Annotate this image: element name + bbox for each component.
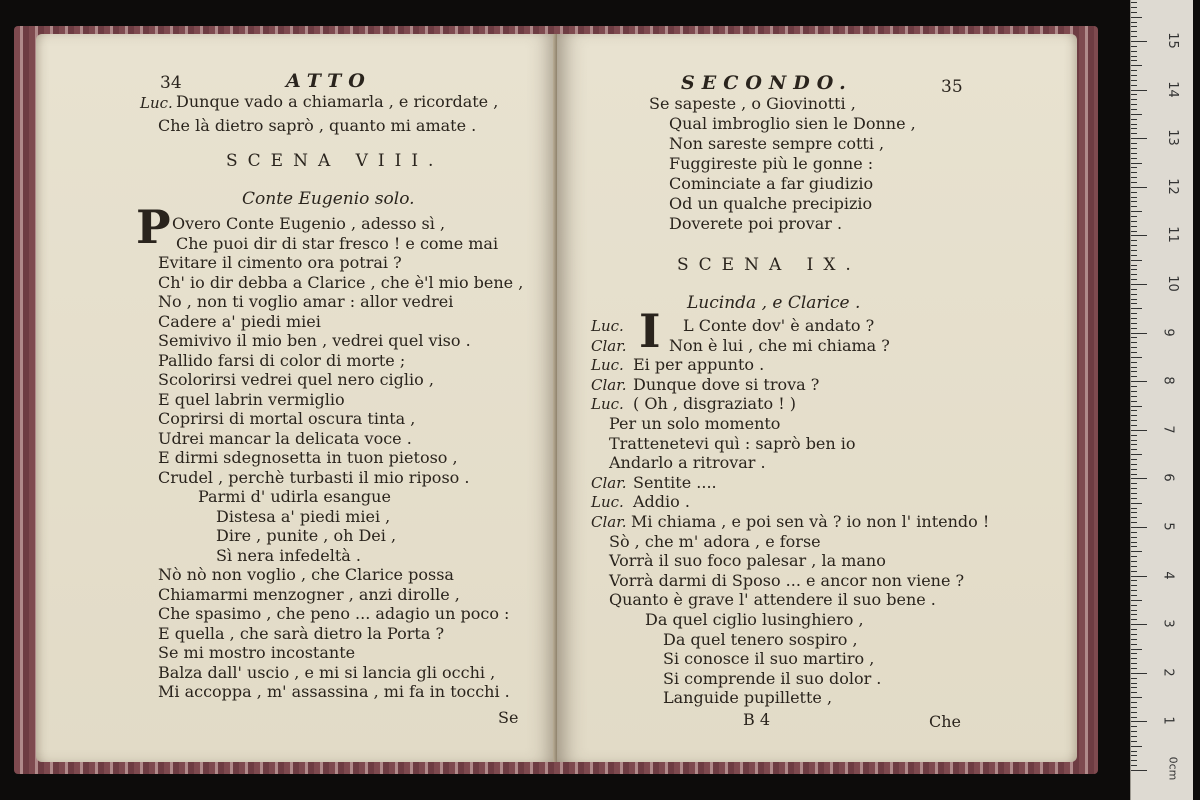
ruler-tick [1131, 765, 1137, 766]
ruler-tick [1131, 99, 1137, 100]
ruler-tick [1131, 391, 1137, 392]
dialogue-line: Si conosce il suo martiro , [663, 649, 875, 669]
verse-line: E dirmi sdegnosetta in tuon pietoso , [158, 448, 458, 467]
ruler-tick [1131, 235, 1147, 236]
ruler-tick [1131, 240, 1137, 241]
verse-line: Cadere a' piedi miei [158, 311, 321, 331]
ruler-tick [1131, 342, 1137, 343]
ruler-tick [1131, 104, 1137, 105]
ruler-tick [1131, 425, 1137, 426]
ruler-tick [1131, 731, 1137, 732]
ruler-tick [1131, 751, 1137, 752]
ruler-tick [1131, 114, 1142, 115]
ruler-tick [1131, 41, 1147, 42]
dialogue-line: L Conte dov' è andato ? [683, 316, 875, 335]
ruler-tick [1131, 551, 1142, 552]
ruler-tick [1131, 653, 1137, 654]
verse-line: Doverete poi provar . [669, 214, 843, 233]
ruler-tick [1131, 94, 1137, 95]
ruler-tick [1131, 138, 1147, 139]
ruler-tick [1131, 401, 1137, 402]
ruler-tick [1131, 167, 1137, 168]
verse-line: Pallido farsi di color di morte ; [158, 350, 406, 370]
verse-line: Che puoi dir di star fresco ! e come mai [176, 233, 499, 253]
ruler-tick [1131, 75, 1137, 76]
ruler-tick [1131, 22, 1137, 23]
ruler-tick [1131, 683, 1137, 684]
ruler-tick [1131, 639, 1137, 640]
ruler-tick [1131, 269, 1137, 270]
ruler-label: 3 [1160, 619, 1176, 628]
ruler-tick [1131, 80, 1137, 81]
ruler-tick [1131, 542, 1137, 543]
ruler-tick [1131, 260, 1142, 261]
ruler-tick [1131, 624, 1147, 625]
ruler-tick [1131, 741, 1137, 742]
ruler-tick [1131, 337, 1137, 338]
ruler-tick [1131, 182, 1137, 183]
scene-heading: SCENA IX. [677, 255, 861, 275]
catchword: Se [498, 708, 519, 727]
dialogue-line: ( Oh , disgraziato ! ) [633, 394, 796, 414]
speaker-label: Clar. [591, 473, 627, 492]
speaker-label: Clar. [591, 513, 627, 531]
ruler-tick [1131, 644, 1137, 645]
dialogue-line: Vorrà il suo foco palesar , la mano [609, 551, 886, 571]
ruler-tick [1131, 274, 1137, 275]
ruler-tick [1131, 736, 1137, 737]
ruler-tick [1131, 201, 1137, 202]
ruler-tick [1131, 658, 1137, 659]
ruler-tick [1131, 313, 1137, 314]
ruler-tick [1131, 352, 1137, 353]
ruler-tick [1131, 303, 1137, 304]
left-page [36, 34, 557, 762]
ruler-tick [1131, 333, 1147, 334]
ruler-tick [1131, 347, 1137, 348]
ruler-tick [1131, 600, 1142, 601]
verse-line: Dunque vado a chiamarla , e ricordate , [176, 92, 499, 111]
ruler-tick [1131, 760, 1137, 761]
verse-line: Crudel , perchè turbasti il mio riposo . [158, 467, 470, 487]
ruler-tick [1131, 707, 1137, 708]
ruler-tick [1131, 172, 1137, 173]
verse-line: Parmi d' udirla esangue [198, 487, 391, 506]
ruler-tick [1131, 250, 1137, 251]
catchword: Che [929, 712, 962, 731]
ruler-tick [1131, 90, 1147, 91]
verse-line: Overo Conte Eugenio , adesso sì , [172, 214, 446, 233]
ruler-tick [1131, 561, 1137, 562]
ruler-tick [1131, 245, 1137, 246]
ruler-label: 15 [1164, 32, 1180, 49]
verse-line: Non sareste sempre cotti , [669, 134, 885, 153]
ruler-tick [1131, 464, 1137, 465]
measurement-ruler [1130, 0, 1193, 800]
ruler-tick [1131, 406, 1142, 407]
ruler-tick [1131, 187, 1147, 188]
ruler-label: 2 [1160, 668, 1176, 677]
speaker-label: Luc. [591, 317, 624, 335]
ruler-label: 10 [1164, 275, 1180, 292]
ruler-tick [1131, 133, 1137, 134]
ruler-tick [1131, 119, 1137, 120]
ruler-tick [1131, 12, 1137, 13]
ruler-tick [1131, 663, 1137, 664]
ruler-tick [1131, 687, 1137, 688]
ruler-tick [1131, 474, 1137, 475]
verse-line: Che là dietro saprò , quanto mi amate . [158, 116, 477, 135]
ruler-tick [1131, 206, 1137, 207]
ruler-tick [1131, 459, 1137, 460]
ruler-tick [1131, 556, 1137, 557]
ruler-tick [1131, 614, 1137, 615]
ruler-label: 4 [1160, 570, 1176, 580]
verse-line: Distesa a' piedi miei , [216, 506, 391, 526]
verse-line: E quel labrin vermiglio [158, 389, 345, 409]
ruler-label: 6 [1160, 473, 1176, 483]
ruler-tick [1131, 318, 1137, 319]
ruler-tick [1131, 503, 1142, 504]
ruler-tick [1131, 148, 1137, 149]
ruler-tick [1131, 488, 1137, 489]
dialogue-line: Languide pupillette , [663, 688, 833, 708]
ruler-tick [1131, 430, 1147, 431]
ruler-tick [1131, 712, 1137, 713]
ruler-tick [1131, 721, 1147, 722]
ruler-tick [1131, 629, 1137, 630]
ruler-tick [1131, 435, 1137, 436]
ruler-tick [1131, 328, 1137, 329]
speaker-label: Clar. [591, 336, 627, 355]
dialogue-line: Da quel tenero sospiro , [663, 629, 858, 649]
right-page [557, 34, 1077, 762]
ruler-tick [1131, 255, 1137, 256]
drop-cap: I [639, 304, 661, 358]
ruler-tick [1131, 158, 1137, 159]
ruler-tick [1131, 362, 1137, 363]
ruler-tick [1131, 323, 1137, 324]
ruler-tick [1131, 163, 1142, 164]
scene-characters: Lucinda , e Clarice . [687, 293, 861, 313]
verse-line: Se mi mostro incostante [158, 643, 356, 662]
dialogue-line: Quanto è grave l' attendere il suo bene . [609, 590, 936, 610]
ruler-tick [1131, 216, 1137, 217]
speaker-label: Clar. [591, 375, 627, 394]
dialogue-line: Da quel ciglio lusinghiero , [645, 610, 864, 629]
verse-line: Ch' io dir debba a Clarice , che è'l mio bene , [158, 272, 524, 292]
ruler-label: 1 [1160, 716, 1176, 726]
ruler-tick [1131, 7, 1137, 8]
ruler-tick [1131, 590, 1137, 591]
ruler-tick [1131, 109, 1137, 110]
verse-line: Se sapeste , o Giovinotti , [649, 94, 856, 113]
verse-line: Scolorirsi vedrei quel nero ciglio , [158, 370, 434, 389]
ruler-label: 0cm [1166, 756, 1180, 781]
ruler-tick [1131, 381, 1147, 382]
ruler-tick [1131, 605, 1137, 606]
verse-line: Cominciate a far giudizio [669, 174, 874, 193]
dialogue-line: Andarlo a ritrovar . [609, 453, 766, 473]
dialogue-line: Per un solo momento [609, 414, 781, 433]
ruler-tick [1131, 17, 1142, 18]
dialogue-line: Dunque dove si trova ? [633, 374, 820, 394]
dialogue-line: Ei per appunto . [633, 355, 765, 375]
ruler-tick [1131, 770, 1147, 771]
ruler-tick [1131, 197, 1137, 198]
ruler-tick [1131, 289, 1137, 290]
ruler-label: 8 [1160, 376, 1176, 385]
ruler-tick [1131, 512, 1137, 513]
ruler-tick [1131, 726, 1137, 727]
ruler-tick [1131, 70, 1137, 71]
ruler-tick [1131, 546, 1137, 547]
verse-line: Balza dall' uscio , e mi si lancia gli occhi , [158, 662, 496, 682]
ruler-tick [1131, 367, 1137, 368]
ruler-tick [1131, 279, 1137, 280]
ruler-label: 14 [1164, 80, 1180, 98]
ruler-tick [1131, 566, 1137, 567]
ruler-tick [1131, 537, 1137, 538]
ruler-label: 12 [1164, 178, 1180, 195]
dialogue-line: Vorrà darmi di Sposo ... e ancor non viene ? [609, 570, 965, 590]
verse-line: Nò nò non voglio , che Clarice possa [158, 565, 454, 584]
ruler-tick [1131, 128, 1137, 129]
ruler-tick [1131, 483, 1137, 484]
dialogue-line: Non è lui , che mi chiama ? [669, 335, 890, 355]
ruler-tick [1131, 308, 1142, 309]
speaker-label: Luc. [591, 493, 624, 512]
dialogue-line: Mi chiama , e poi sen và ? io non l' intendo ! [631, 512, 990, 531]
ruler-tick [1131, 595, 1137, 596]
verse-line: Qual imbroglio sien le Donne , [669, 114, 916, 133]
ruler-tick [1131, 299, 1137, 300]
ruler-tick [1131, 746, 1142, 747]
dialogue-line: Sentite .... [633, 472, 717, 492]
ruler-tick [1131, 673, 1147, 674]
ruler-tick [1131, 294, 1137, 295]
verse-line: No , non ti voglio amar : allor vedrei [158, 292, 454, 311]
ruler-tick [1131, 517, 1137, 518]
ruler-tick [1131, 415, 1137, 416]
ruler-tick [1131, 469, 1137, 470]
ruler-tick [1131, 85, 1137, 86]
ruler-tick [1131, 668, 1137, 669]
ruler-tick [1131, 755, 1137, 756]
ruler-tick [1131, 36, 1137, 37]
ruler-tick [1131, 396, 1137, 397]
ruler-tick [1131, 449, 1137, 450]
left-running-head: ATTO [286, 70, 372, 92]
ruler-tick [1131, 143, 1137, 144]
verse-line: Evitare il cimento ora potrai ? [158, 253, 402, 272]
ruler-tick [1131, 619, 1137, 620]
ruler-tick [1131, 153, 1137, 154]
ruler-tick [1131, 498, 1137, 499]
ruler-label: 5 [1160, 522, 1176, 531]
verse-line: Od un qualche precipizio [669, 194, 873, 213]
ruler-tick [1131, 585, 1137, 586]
right-page-number: 35 [941, 77, 963, 97]
ruler-tick [1131, 265, 1137, 266]
ruler-tick [1131, 410, 1137, 411]
verse-line: Dire , punite , oh Dei , [216, 526, 397, 545]
ruler-tick [1131, 702, 1137, 703]
ruler-tick [1131, 508, 1137, 509]
right-running-head: SECONDO. [681, 72, 853, 94]
verse-line: Coprirsi di mortal oscura tinta , [158, 409, 416, 428]
verse-line: Mi accoppa , m' assassina , mi fa in tocchi . [158, 682, 510, 701]
ruler-tick [1131, 580, 1137, 581]
ruler-tick [1131, 46, 1137, 47]
ruler-tick [1131, 610, 1137, 611]
scene-characters: Conte Eugenio solo. [242, 189, 415, 209]
ruler-tick [1131, 177, 1137, 178]
ruler-tick [1131, 478, 1147, 479]
ruler-tick [1131, 440, 1137, 441]
ruler-tick [1131, 371, 1137, 372]
dialogue-line: Si comprende il suo dolor . [663, 668, 882, 688]
ruler-tick [1131, 634, 1137, 635]
ruler-tick [1131, 60, 1137, 61]
dialogue-line: Addio . [633, 492, 690, 512]
ruler-tick [1131, 576, 1147, 577]
ruler-tick [1131, 532, 1137, 533]
ruler-tick [1131, 65, 1142, 66]
speaker-label: Luc. [591, 356, 624, 375]
ruler-tick [1131, 678, 1137, 679]
ruler-tick [1131, 571, 1137, 572]
verse-line: E quella , che sarà dietro la Porta ? [158, 623, 445, 643]
ruler-tick [1131, 522, 1137, 523]
ruler-tick [1131, 386, 1137, 387]
ruler-tick [1131, 2, 1137, 3]
ruler-label: 9 [1160, 327, 1176, 337]
verse-line: Che spasimo , che peno ... adagio un poco : [158, 604, 510, 623]
ruler-tick [1131, 357, 1142, 358]
ruler-tick [1131, 192, 1137, 193]
ruler-tick [1131, 211, 1142, 212]
ruler-tick [1131, 221, 1137, 222]
ruler-tick [1131, 454, 1142, 455]
verse-line: Chiamarmi menzogner , anzi dirolle , [158, 584, 460, 604]
dialogue-line: Sò , che m' adora , e forse [609, 531, 821, 551]
ruler-tick [1131, 717, 1137, 718]
ruler-tick [1131, 26, 1137, 27]
ruler-label: 7 [1160, 425, 1176, 434]
verse-line: Semivivo il mio ben , vedrei quel viso . [158, 331, 471, 350]
ruler-tick [1131, 226, 1137, 227]
ruler-tick [1131, 231, 1137, 232]
speaker-label: Luc. [591, 395, 624, 414]
ruler-tick [1131, 284, 1147, 285]
ruler-tick [1131, 493, 1137, 494]
ruler-tick [1131, 51, 1137, 52]
speaker-label: Luc. [140, 94, 173, 112]
dialogue-line: Trattenetevi quì : saprò ben io [609, 433, 856, 453]
signature-mark: B 4 [743, 710, 771, 729]
ruler-tick [1131, 31, 1137, 32]
ruler-label: 13 [1164, 129, 1180, 146]
ruler-tick [1131, 376, 1137, 377]
ruler-tick [1131, 444, 1137, 445]
ruler-tick [1131, 649, 1142, 650]
ruler-tick [1131, 56, 1137, 57]
verse-line: Sì nera infedeltà . [216, 545, 361, 565]
verse-line: Udrei mancar la delicata voce . [158, 428, 412, 448]
ruler-tick [1131, 692, 1137, 693]
ruler-tick [1131, 527, 1147, 528]
ruler-tick [1131, 697, 1142, 698]
left-page-number: 34 [160, 73, 182, 93]
verse-line: Fuggireste più le gonne : [669, 154, 874, 173]
scene-heading: SCENA VIII. [226, 151, 444, 171]
drop-cap: P [136, 200, 171, 254]
ruler-tick [1131, 420, 1137, 421]
ruler-label: 11 [1164, 226, 1180, 244]
ruler-tick [1131, 124, 1137, 125]
